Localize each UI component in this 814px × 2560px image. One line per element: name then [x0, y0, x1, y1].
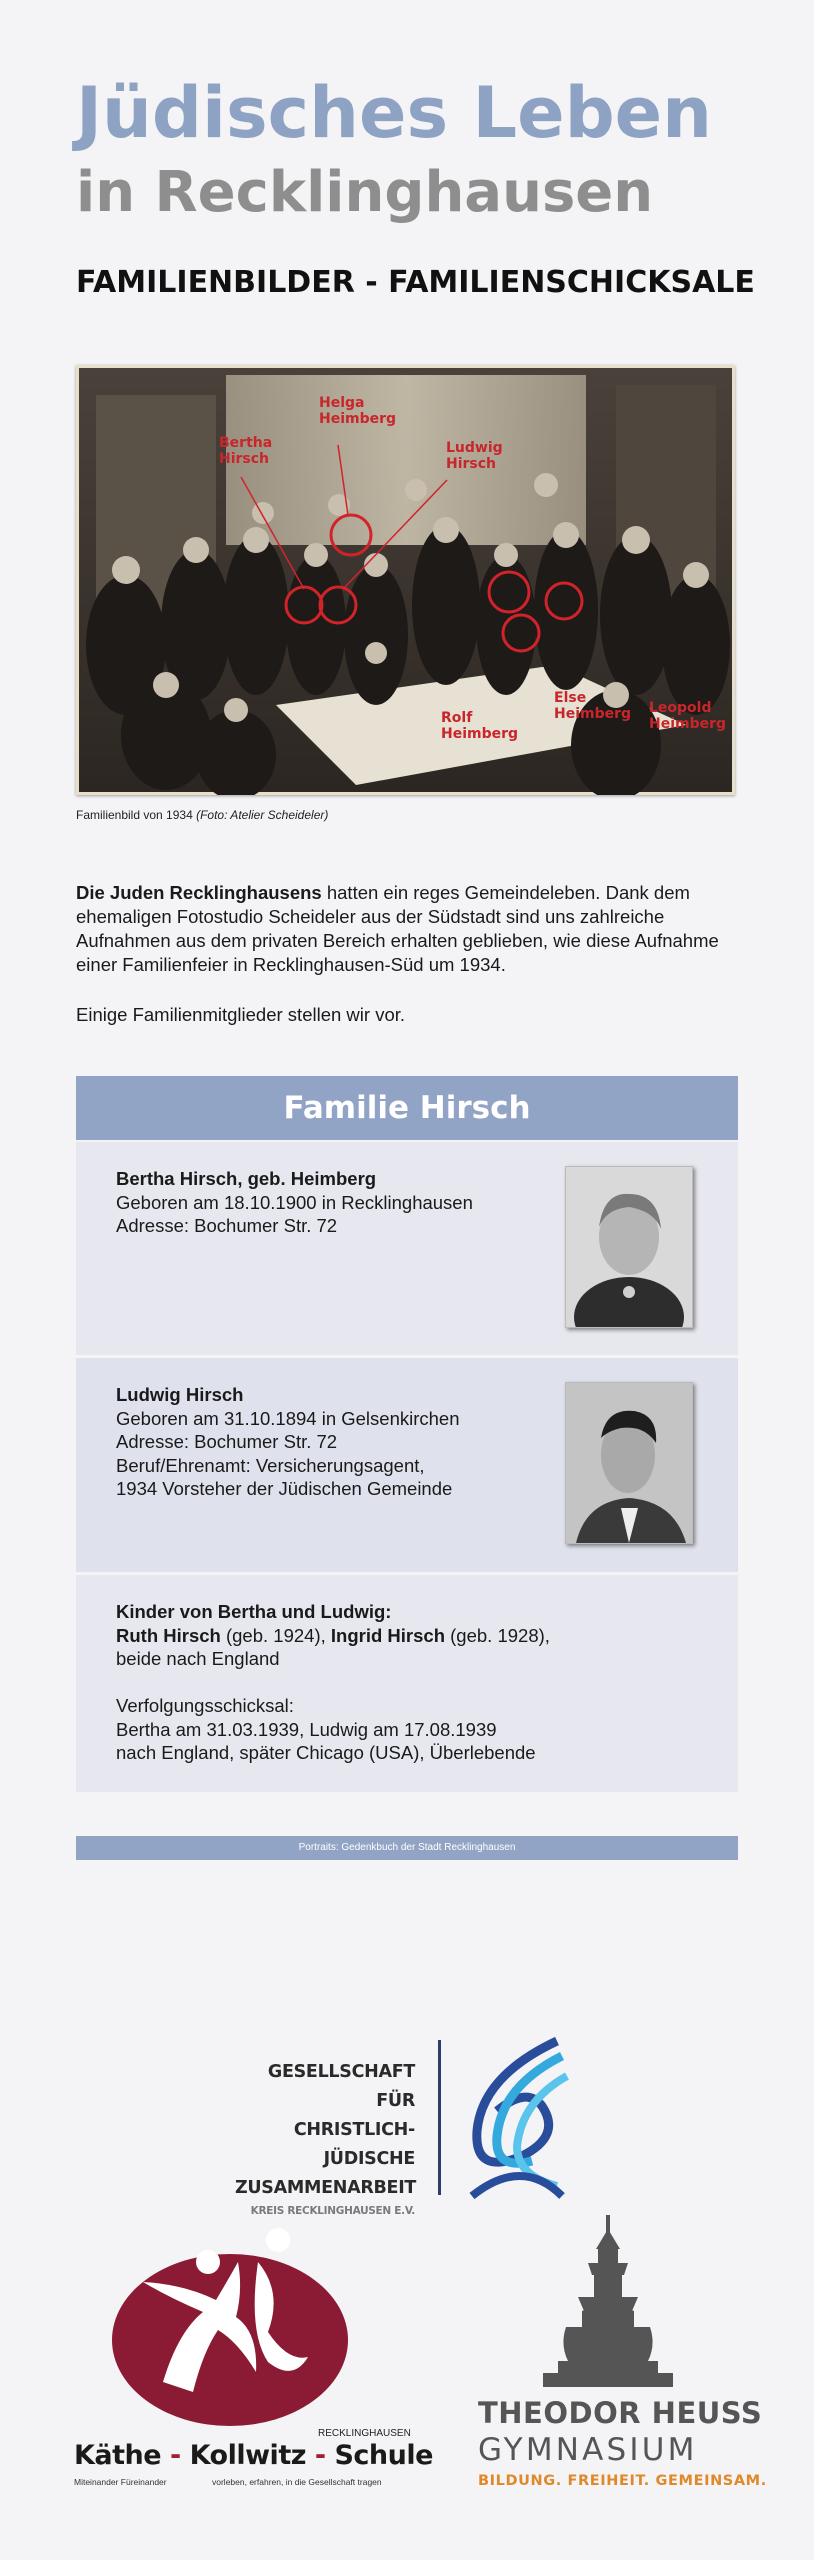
person-card-ludwig: [76, 1358, 738, 1572]
child-ruth: Ruth Hirsch: [116, 1624, 221, 1646]
fate-line1: Bertha am 31.03.1939, Ludwig am 17.08.1939: [116, 1718, 497, 1740]
family-heading: Familie Hirsch: [76, 1076, 738, 1140]
kks-sep1: -: [161, 2440, 190, 2471]
children-heading: Kinder von Bertha und Ludwig:: [116, 1601, 392, 1622]
child-ingrid-note: (geb. 1928),: [445, 1624, 550, 1646]
ludwig-text: [116, 1383, 460, 1501]
photo-label-leopold: Leopold Heimberg: [649, 700, 727, 733]
family-photo-image: [76, 365, 735, 795]
bertha-born: Geboren am 18.10.1900 in Recklinghausen: [116, 1191, 473, 1213]
portrait-credit-bar: Portraits: Gedenkbuch der Stadt Recklinghausen: [76, 1836, 738, 1860]
kks-part1: Käthe: [74, 2440, 162, 2471]
family-photo-1934: [76, 365, 735, 795]
photo-label-else: Else Heimberg: [554, 690, 632, 723]
kks-logo-emblem: [108, 2222, 352, 2434]
gcjz-divider: [438, 2040, 441, 2195]
ludwig-name: Ludwig Hirsch: [116, 1384, 244, 1405]
child-ingrid: Ingrid Hirsch: [330, 1624, 445, 1646]
ludwig-role: 1934 Vorsteher der Jüdischen Gemeinde: [116, 1478, 453, 1499]
thg-name-line2: GYMNASIUM: [478, 2432, 698, 2468]
photo-label-rolf: Rolf Heimberg: [441, 710, 519, 743]
person-card-bertha: [76, 1142, 738, 1355]
ludwig-address: Adresse: Bochumer Str. 72: [116, 1431, 338, 1452]
kks-location: RECKLINGHAUSEN: [318, 2428, 411, 2439]
photo-caption-text: Familienbild von 1934: [76, 808, 197, 822]
gcjz-logo-icon: [462, 2036, 572, 2201]
thg-name-line1: THEODOR HEUSS: [478, 2396, 763, 2430]
bertha-name: Bertha Hirsch, geb. Heimberg: [116, 1168, 377, 1189]
photo-caption: [76, 808, 328, 822]
fate-line2: nach England, später Chicago (USA), Überlebende: [116, 1742, 536, 1763]
child-ruth-note: (geb. 1924),: [220, 1624, 331, 1646]
photo-label-ludwig: Ludwig Hirsch: [446, 440, 503, 473]
gcjz-logo-text: [235, 2058, 415, 2219]
bertha-address: Adresse: Bochumer Str. 72: [116, 1215, 338, 1236]
children-destination: beide nach England: [116, 1648, 280, 1669]
intro-text: hatten ein reges Gemeindeleben. Dank dem ehemaligen Fotostudio Scheideler aus der Südstadt sind uns zahlreiche Aufnahmen aus dem privaten Bereich erhalten geblieben, wie diese Aufnahme einer Familienfeier in Recklinghausen-Süd um 1934.: [76, 882, 719, 975]
kks-sep2: -: [305, 2440, 335, 2471]
gcjz-line4: KREIS RECKLINGHAUSEN E.V.: [250, 2205, 415, 2217]
gcjz-line3: ZUSAMMENARBEIT: [235, 2178, 417, 2198]
kks-part3: Schule: [334, 2440, 433, 2471]
page-title-line2: in Recklinghausen: [76, 160, 654, 225]
gcjz-line2: CHRISTLICH-JÜDISCHE: [293, 2120, 415, 2169]
ludwig-job: Beruf/Ehrenamt: Versicherungsagent,: [116, 1454, 425, 1476]
intro-bold: Die Juden Recklinghausens: [76, 882, 322, 903]
photo-label-bertha: Bertha Hirsch: [219, 435, 273, 468]
portrait-bertha: [565, 1166, 693, 1328]
kks-name: [74, 2440, 433, 2471]
photo-label-helga: Helga Heimberg: [319, 395, 397, 428]
intro-paragraph-2: Einige Familienmitglieder stellen wir vor.: [76, 1004, 406, 1025]
page-title: Jüdisches Leben: [76, 72, 712, 154]
bertha-text: [116, 1167, 473, 1238]
children-card: [76, 1575, 738, 1792]
ludwig-born: Geboren am 31.10.1894 in Gelsenkirchen: [116, 1407, 460, 1429]
fate-heading: Verfolgungsschicksal:: [116, 1695, 294, 1716]
page-subtitle: FAMILIENBILDER - FAMILIENSCHICKSALE: [76, 265, 755, 300]
gcjz-line1: GESELLSCHAFT FÜR: [267, 2062, 415, 2111]
kks-part2: Kollwitz: [189, 2440, 306, 2471]
portrait-ludwig: [565, 1382, 693, 1544]
photo-caption-credit: (Foto: Atelier Scheideler): [196, 808, 329, 822]
thg-logo-tower: [538, 2215, 678, 2387]
intro-paragraph: [76, 881, 746, 977]
kks-tagline-2: vorleben, erfahren, in die Gesellschaft tragen: [212, 2477, 382, 2487]
kks-tagline-1: Miteinander Füreinander: [74, 2477, 167, 2487]
children-text: [116, 1600, 550, 1765]
thg-motto: BILDUNG. FREIHEIT. GEMEINSAM.: [478, 2473, 767, 2489]
